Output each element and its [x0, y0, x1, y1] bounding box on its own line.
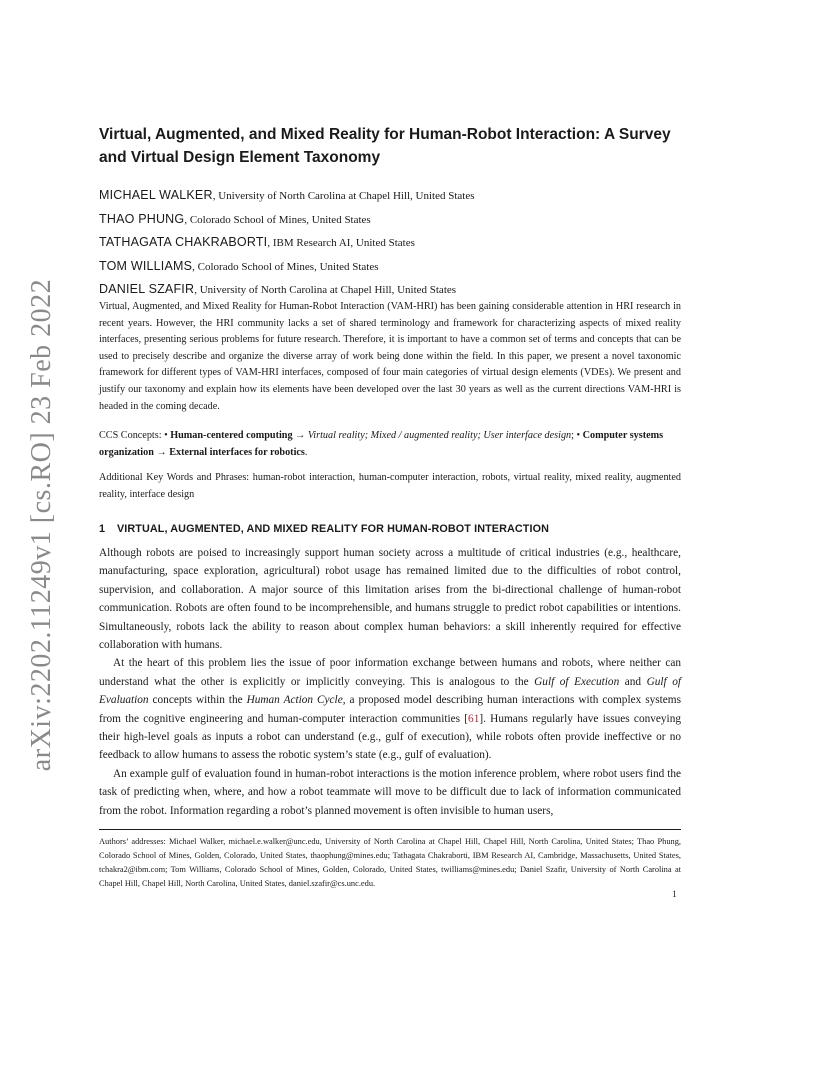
body-text [99, 544, 681, 820]
paragraph-text: concepts within the [148, 694, 247, 707]
page-number: 1 [672, 890, 677, 900]
ccs-prefix: CCS Concepts: • [99, 430, 171, 441]
emphasis: Gulf of Evaluation [99, 675, 682, 707]
paragraph: An example gulf of evaluation found in human-robot interactions is the motion inference problem, where robot users find the task of predicting when, where, and how a robot teammate will move to be difficult due to lack of information communicated from the robot. Information regarding a robot’s planned movement is often invisible to human users, [99, 767, 681, 817]
author-name: MICHAEL WALKER [99, 188, 213, 202]
citation-link[interactable]: 61 [468, 712, 480, 725]
author-affiliation: , Colorado School of Mines, United States [192, 260, 379, 273]
paragraph-text: and [619, 675, 647, 688]
author-name: TATHAGATA CHAKRABORTI [99, 235, 268, 249]
arxiv-stamp-text: arXiv:2202.11249v1 [cs.RO] 23 Feb 2022 [26, 278, 57, 772]
ccs-end: . [304, 446, 308, 458]
author-name: TOM WILLIAMS [99, 258, 193, 273]
section-number: 1 [99, 523, 106, 535]
author-name: THAO PHUNG [99, 211, 185, 226]
keywords: Additional Key Words and Phrases: human-robot interaction, human-computer interaction, robots, virtual reality, mixed reality, augmented reality, interface design [99, 472, 681, 500]
author-name: DANIEL SZAFIR [99, 282, 195, 296]
ccs-concept-1-items: Virtual reality; Mixed / augmented reality; User interface design [307, 430, 572, 441]
ccs-arrow: → [292, 430, 308, 441]
ccs-arrow: → [153, 446, 170, 458]
paragraph: Although robots are poised to increasingly support human society across a multitude of critical industries (e.g., healthcare, manufacturing, space exploration, agricultural) robot usage has remained limited due to the difficulties of robot control, supervision, and collaboration. A major source of this limitation arises from the bi-directional challenge of human-robot communication. Robots are often found to be incomprehensible, and humans struggle to predict robot capabilities or intentions. Simultaneously, robots lack the ability to reason about complex human behaviors: a skill inherently required for effective collaboration with humans. [99, 547, 681, 652]
author-affiliation: , Colorado School of Mines, United States [184, 213, 371, 226]
paragraph-text: , a proposed model describing human interactions with complex systems from the cognitive engineering and human-computer interaction communities [ [99, 694, 681, 725]
author-entry [99, 184, 699, 208]
ccs-separator: ; • [571, 430, 583, 441]
authors-addresses-footnote: Authors’ addresses: Michael Walker, michael.e.walker@unc.edu, University of North Carolina at Chapel Hill, Chapel Hill, North Carolina, United States; Thao Phung, Colorado School of Mines, Golden, Colorado, United States, thaophung@mines.edu; Tathagata Chakraborti, IBM Research AI, Cambridge, Massachusetts, United States, tchakra2@ibm.com; Tom Williams, Colorado School of Mines, Golden, Colorado, United States, twilliams@mines.edu; Daniel Szafir, University of North Carolina at Chapel Hill, Chapel Hill, North Carolina, United States, daniel.szafir@cs.unc.edu. [99, 837, 681, 888]
ccs-concept-1: Human-centered computing [170, 430, 293, 441]
author-affiliation: , University of North Carolina at Chapel Hill, United States [194, 284, 457, 296]
arxiv-stamp [22, 278, 62, 772]
paper-title: Virtual, Augmented, and Mixed Reality for Human-Robot Interaction: A Survey and Virtual Design Element Taxonomy [99, 126, 671, 166]
emphasis: Human Action Cycle [246, 694, 343, 707]
ccs-concept-2-item: External interfaces for robotics [169, 446, 305, 458]
author-list [99, 184, 699, 302]
author-entry [99, 231, 699, 255]
emphasis: Gulf of Execution [534, 675, 620, 688]
ccs-concepts [99, 428, 681, 461]
paragraph [99, 654, 681, 764]
section-title: VIRTUAL, AUGMENTED, AND MIXED REALITY FOR HUMAN-ROBOT INTERACTION [117, 523, 549, 535]
author-affiliation: , University of North Carolina at Chapel Hill, United States [212, 190, 475, 202]
author-affiliation: , IBM Research AI, United States [267, 237, 415, 249]
author-entry [99, 278, 699, 302]
author-entry [99, 208, 699, 232]
paragraph-text: ]. Humans regularly have issues conveying their high-level goals as inputs a robot can understand (e.g., gulf of execution), while robots often provide ineffective or no feedback to allow humans to assess the robotic system’s state (e.g., gulf of evaluation). [99, 712, 681, 762]
footnote-rule [99, 829, 681, 830]
paragraph-text: At the heart of this problem lies the issue of poor information exchange between humans and robots, where neither can understand what the other is explicitly or implicitly conveying. This is analogous to the [99, 657, 681, 688]
ccs-concept-2: Computer systems organization [99, 430, 664, 458]
author-entry [99, 255, 699, 279]
abstract: Virtual, Augmented, and Mixed Reality for Human-Robot Interaction (VAM-HRI) has been gaining considerable attention in HRI research in recent years. However, the HRI community lacks a set of shared terminology and framework for characterizing aspects of mixed reality interfaces, presenting serious problems for future research. Therefore, it is important to have a common set of terms and concepts that can be used to precisely describe and organize the diverse array of work being done within the field. In this paper, we present a novel taxonomic framework for different types of VAM-HRI interfaces, composed of four main categories of virtual design elements (VDEs). We present and justify our taxonomy and explain how its elements have been developed over the last 30 years as well as the current directions VAM-HRI is headed in the coming decade. [99, 301, 681, 412]
section-heading [99, 523, 549, 535]
